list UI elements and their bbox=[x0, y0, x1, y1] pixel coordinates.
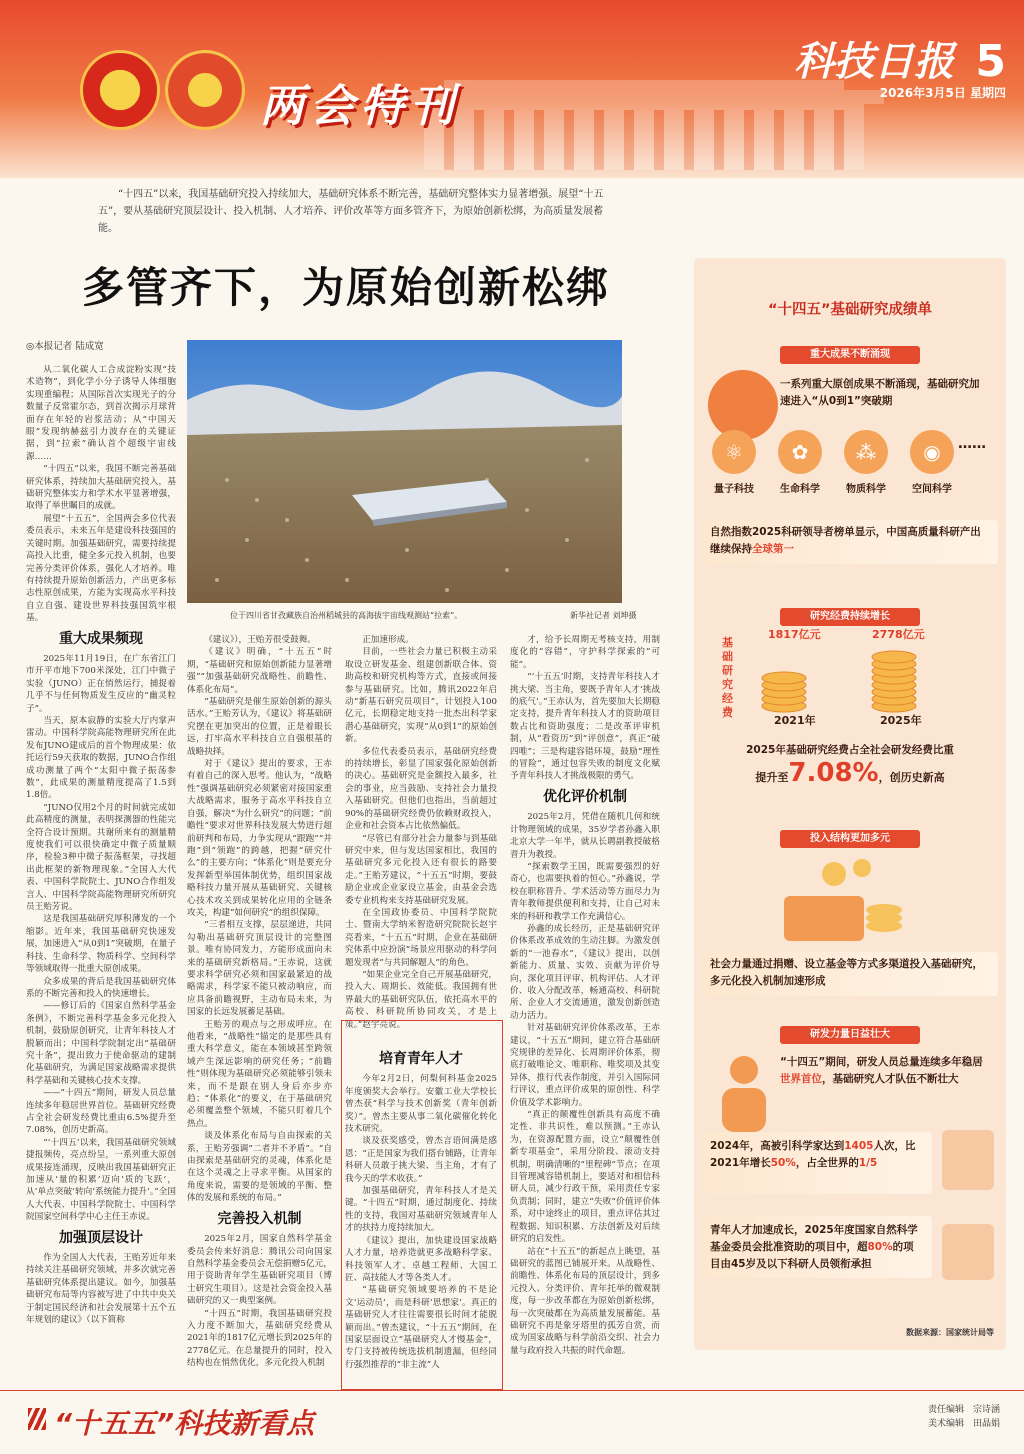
observatory-landscape-image bbox=[187, 340, 622, 603]
paragraph: 从二氧化碳人工合成淀粉实现“技术造物”，到化学小分子诱导人体细胞实现重编程；从国际首次实现光子的分数量子反常霍尔态，到首次揭示月球背面存在年轻的岩浆活动；从“中国天眼”发现纳赫兹引力波存在的关键证据，到“拉索”确认首个超级宇宙线源…… bbox=[26, 365, 176, 462]
paragraph: 2025年2月，国家自然科学基金委员会传来好消息：腾讯公司向国家自然科学基金委员会无偿捐赠5亿元，用于资助青年学生基础研究项目（博士研究生项目）。这是社会资金投入基础研究的又一典型案例。 bbox=[187, 1234, 332, 1307]
highly-cited-banner bbox=[702, 1132, 932, 1194]
youth-prefix: 青年人才加速成长，2025年度国家自然科学基金委员会批准资助的项目中，超 bbox=[710, 1224, 918, 1253]
field-label: 量子科技 bbox=[714, 484, 754, 495]
cited-prefix: 2024年，高被引科学家达到 bbox=[710, 1140, 845, 1152]
paragraph: “基础研究是催生原始创新的源头活水。”王贻芳认为，《建议》将基础研究摆在更加突出的位置，正是着眼长远，打牢高水平科技自立自强根基的战略抉择。 bbox=[187, 697, 332, 757]
molecule-icon: ⁂ bbox=[844, 430, 888, 474]
paragraph: 正加速形成。 bbox=[362, 635, 414, 645]
talent-text bbox=[780, 1054, 992, 1088]
section-heading: 加强顶层设计 bbox=[59, 1229, 143, 1246]
responsible-editor: 责任编辑 宗诗涵 bbox=[927, 1405, 1000, 1415]
paragraph: “尽管已有部分社会力量参与到基础研究中来，但与发达国家相比，我国的基础研究多元化投入还有很长的路要走。”王贻芳建议，“十五五”时期，要鼓励企业或企业家设立基金，由基金会选委专业机构来支持基础研究发展。 bbox=[345, 833, 497, 906]
nature-index-text: 自然指数2025科研领导者榜单显示，中国高质量科研产出继续保持 bbox=[710, 526, 981, 555]
paragraph: “JUNO仅用2个月的时间就完成如此高精度的测量，表明探测器的性能完全符合设计预期。共谢所来有的测量精度使我们可以很快确定中微子质量顺序，检验3种中微子振荡框架，寻找超出此框架的新物理现象。”全国人大代表、中国科学院院士、JUNO合作组发言人、中国科学院高能物理研究所研究员王贻芳说。 bbox=[26, 802, 176, 913]
paragraph: ——“十四五”期间，研发人员总量连续多年稳居世界首位。基础研究经费占全社会研发经费比重由6.5%提升至7.08%，创历史新高。 bbox=[26, 1088, 176, 1136]
fund-2021-year: 2021年 bbox=[774, 714, 816, 727]
stage-circle-icon bbox=[708, 370, 778, 440]
paragraph: “‘十五五’时期，支持青年科技人才挑大梁、当主角，要既予青年人才‘挑战的底气’。”王赤认为，首先要加大长期稳定支持，提升青年科技人才的资助项目数占比和资助强度；二是改革评审机制，从“看资历”到“评创意”，真正“破四唯”；三是构建容错环境，鼓励“理性的冒险”，通过包容失败的制度文化赋予青年科技人才挑战极限的勇气。 bbox=[510, 672, 660, 782]
youth-talent-box-frame bbox=[341, 1020, 503, 1390]
diversified-banner: 社会力量通过捐赠、设立基金等方式多渠道投入基础研究，多元化投入机制加速形成 bbox=[702, 952, 998, 996]
lhaaso-photo bbox=[187, 340, 622, 603]
issue-date: 2026年3月5日 星期四 bbox=[879, 86, 1006, 100]
donation-coins-icon bbox=[774, 856, 924, 946]
paragraph: “真正的颠覆性创新具有高度不确定性、非共识性，难以预测。”王赤认为，在资源配置方面，设立“颠覆性创新专项基金”，采用分阶段、滚动支持机制，明确清晰的“里程碑”节点；在项目管理减容错机制上，要适对和相信科研人员，减少行政干预，采用责任专家负责制；同时，建立“失败”价值评价体系，对中途终止的项目，重点评估其过程数据、知识积累、方法创新及对后续研究的启发性。 bbox=[510, 1110, 660, 1245]
fields-ellipsis: …… bbox=[958, 436, 986, 452]
paragraph: 目前，一些社会力量已积极主动采取设立研发基金、组建创新联合体、资助高校和研究机构等方式，直接或间接参与基础研究。比如，腾讯2022年启动“新基石研究员项目”，计划投入100亿元，长期稳定地支持一批杰出科学家潜心基础研究，实现“从0到1”的原始创新。 bbox=[345, 647, 497, 745]
paragraph: 站在“十五五”的新起点上眺望，基础研究的蓝图已铺展开来。从战略性、前瞻性、体系化布局的顶层设计，到多元投入、分类评价、青年托举的微观制度，每一步改革都在为原始创新松绑，每一次突破都在为高质量发展蓄能。基础研究不再是象牙塔里的孤芳自赏，而成为国家战略与科学前沿交织、社会力量与政府投入共振的时代命题。 bbox=[510, 1246, 660, 1356]
paragraph: 今年2月2日，何梨何科基金2025年度颁奖大会举行。安徽工业大学校长曾杰获“科学与技术创新奖（青年创新奖）”。曾杰主要从事二氧化碳催化转化技术研究。 bbox=[345, 1074, 497, 1135]
talent-prefix: “十四五”期间，研发人员总量连续多年稳居 bbox=[780, 1056, 983, 1068]
paragraph: 谈及获奖感受，曾杰言语间满是感恩：“正是国家为我们搭台铺路，让青年科研人员敢于挑大梁、当主角，才有了我今天的学术收获。” bbox=[345, 1136, 497, 1184]
talent-highlight: 世界首位 bbox=[780, 1073, 822, 1085]
article-column-4 bbox=[510, 634, 660, 1380]
article-headline: 多管齐下，为原始创新松绑 bbox=[82, 263, 611, 312]
field-label: 生命科学 bbox=[780, 484, 820, 495]
youth-suffix: 的项目由45岁及以下科研人员领衔承担 bbox=[710, 1241, 914, 1270]
section-pill-diversified: 投入结构更加多元 bbox=[780, 830, 920, 848]
young-scientists-icon bbox=[942, 1224, 994, 1280]
lead-paragraph: “十四五”以来，我国基础研究投入持续加大，基础研究体系不断完善，基础研究整体实力显著增强。展望“十五五”，要从基础研究顶层设计、投入机制、人才培养、评价改革等方面多管齐下，为原始创新松绑，为高质量发展蓄能。 bbox=[98, 189, 604, 234]
paragraph: 孙鑫的成长经历，正是基础研究评价体系改革成效的生动注脚。为激发创新的“一池春水”，《建议》提出，以创新能力、质量、实效、贡献为评价导向，深化项目评审、机构评估、人才评价、收入分配改革，畅通高校、科研院所、企业人才交流通道，激发创新创造动力活力。 bbox=[510, 923, 660, 1021]
paragraph: 展望“十五五”，全国两会多位代表委员表示，未来五年是建设科技强国的关键时期。加强基础研究，需要持续提高投入比重，健全多元投入机制，也要完善分类评价体系，强化人才培养。唯有持续提升原始创新活力，产出更多标志性原创成果，方能为实现高水平科技自立自强、建设世界科技强国筑牢根基。 bbox=[26, 513, 176, 624]
section-heading: 完善投入机制 bbox=[217, 1210, 302, 1227]
page-number: 5 bbox=[975, 36, 1006, 87]
paragraph: 《建议》），王贻芳很受鼓舞。 bbox=[204, 635, 316, 645]
paragraph: 加强基础研究，青年科技人才是关键。“十四五”时期，通过制度化、持续性的支持，我国对基础研究领域青年人才的扶持力度持续加大。 bbox=[345, 1186, 497, 1234]
paragraph: 针对基础研究评价体系改革，王赤建议，“十五五”期间，建立符合基础研究规律的差异化、长周期评价体系，彻底打破唯论文、唯职称、唯奖项及其变异体，推行代表作制度，并引入国际同行评议，重点评价成果的原创性、科学价值及学术影响力。 bbox=[510, 1023, 660, 1108]
infographic-title: “十四五”基础研究成绩单 bbox=[767, 302, 933, 318]
planet-icon: ◉ bbox=[910, 430, 954, 474]
paragraph: 在全国政协委员、中国科学院院士、暨南大学纳米智造研究院院长赵宇亮看来，“十五五”时期，企业在基础研究体系中应扮演“场景应用驱动的科学问题发现者”与共同解题人”的角色。 bbox=[345, 907, 497, 968]
coin-stack-2025 bbox=[872, 651, 916, 663]
photo-credit: 新华社记者 刘坤摄 bbox=[570, 611, 637, 620]
paragraph: 2025年11月19日，在广东省江门市开平市地下700米深处，江门中微子实验（JUNO）正在悄然运行，捕捉着几乎不与任何物质发生反应的“幽灵粒子”。 bbox=[26, 653, 176, 714]
atom-icon: ⚛ bbox=[712, 430, 756, 474]
paragraph: 这是我国基础研究厚积薄发的一个缩影。近年来，我国基础研究快速发展，加速进入“从0到1”突破期，在量子科技、生命科学、物质科学、空间科学等领域取得一批重大原创成果。 bbox=[26, 914, 176, 975]
paragraph: ——修订后的《国家自然科学基金条例》，不断完善科学基金多元化投入机制，鼓励原创研究，让青年科技人才脱颖而出；中国科学院制定出“基础研究十条”，提出致力于使命驱动的建制化基础研究，为满足国家战略需求提供科学基础和关键核心技术支撑。 bbox=[26, 1001, 176, 1086]
article-column-1 bbox=[26, 364, 176, 1374]
section-pill-achievements: 重大成果不断涌现 bbox=[780, 346, 920, 364]
youth-banner bbox=[702, 1216, 932, 1278]
article-column-2 bbox=[187, 634, 332, 1380]
paragraph: “十四五”时期，我国基础研究投入力度不断加大，基础研究经费从2021年的1817亿元增长到2025年的2778亿元。在总量提升的同时，投入结构也在悄然优化，多元化投入机制 bbox=[187, 1308, 332, 1369]
paragraph: 当天，原本寂静的实验大厅内掌声雷动。中国科学院高能物理研究所在此发布JUNO建成后的首个物理成果：依托运行59天获取的数据，JUNO合作组成功测量了两个“太阳中微子振荡参数”，此成果的测量精度提高了1.5到1.8倍。 bbox=[26, 715, 176, 801]
slash-decoration-icon bbox=[28, 1408, 46, 1430]
series-title: “十五五”科技新看点 bbox=[54, 1407, 315, 1440]
ratio-suffix: ，创历史新高 bbox=[878, 771, 945, 784]
cited-mid: 人次，比2021年增长 bbox=[710, 1140, 916, 1169]
cited-percent: 50% bbox=[770, 1157, 796, 1169]
art-editor: 美术编辑 田晶娟 bbox=[927, 1419, 1000, 1429]
paragraph: “如果企业完全自己开展基础研究，投入大、周期长、效能低。我国拥有世界最大的基础研究队伍，依托高水平的高校、科研院所协同攻关，才是上策。”赵宇亮说。 bbox=[345, 969, 497, 1030]
ratio-value: 7.08% bbox=[788, 758, 879, 788]
section-heading: 优化评价机制 bbox=[543, 788, 627, 805]
national-emblem-icon bbox=[80, 50, 160, 130]
researchers-icon bbox=[704, 1048, 784, 1138]
paragraph: “十四五”以来，我国不断完善基础研究体系，持续加大基础研究投入，基础研究整体实力和学术水平显著增强，取得了举世瞩目的成就。 bbox=[26, 464, 176, 512]
page-header bbox=[0, 0, 1024, 178]
paragraph: 作为全国人大代表，王贻芳近年来持续关注基础研究领域，并多次就完善基础研究体系提出建议。如今，加强基础研究布局等内容被写进了中共中央关于制定国民经济和社会发展第十五个五年规划的建议》（以下简称 bbox=[26, 1253, 176, 1326]
globe-icon bbox=[942, 1130, 994, 1190]
cited-suffix: ，占全世界的 bbox=[795, 1157, 859, 1169]
paragraph: “基础研究领域要培养的不是论文‘运动员’，而是科研‘思想家’。真正的基础研究人才往往需要很长时间才能脱颖而出。”曾杰建议，“十五五”期间，在国家层面设立“基础研究人才慢基金”，专门支持被传统选拔机制遗漏，但经同行强烈推荐的“非主流”人 bbox=[345, 1285, 497, 1370]
paragraph: 《建议》明确，“十五五”时期，“基础研究和原始创新能力显著增强”“加强基础研究战略性、前瞻性、体系化布局”。 bbox=[187, 647, 332, 695]
field-label: 物质科学 bbox=[846, 484, 886, 495]
data-source: 数据来源：国家统计局等 bbox=[906, 1328, 994, 1337]
fund-2025-year: 2025年 bbox=[880, 714, 922, 727]
footer-divider bbox=[0, 1390, 1024, 1391]
special-issue-title: 两会特刊 bbox=[260, 81, 460, 132]
photo-caption: 位于四川省甘孜藏族自治州稻城县的高海拔宇宙线观测站“拉索”。 bbox=[230, 611, 463, 620]
editor-credits bbox=[928, 1403, 1000, 1431]
byline: ◎本报记者 陆成宽 bbox=[26, 341, 104, 352]
section-pill-talent: 研发力量日益壮大 bbox=[780, 1026, 920, 1044]
funding-vertical-label: 基础研究经费 bbox=[722, 636, 733, 719]
section-pill-funding: 研究经费持续增长 bbox=[780, 608, 920, 626]
paragraph: “探索数学王国，既需要强烈的好奇心，也需要执着的恒心。”孙鑫说，学校在职称晋升、学术活动等方面尽力为青年教师提供便利和支持，让自己对未来的科研和教学工作充满信心。 bbox=[510, 861, 660, 922]
paragraph: “三者相互支撑，层层递进，共同勾勒出基础研究顶层设计的完整图景。唯有协同发力，方能形成面向未来的基础研究新格局。”王赤说，这就要求科学研究必须和国家最紧迫的战略需求，科学家不能只被动响应，而应具备前瞻视野，主动布局未来，为国家的长远发展蓄足基础。 bbox=[187, 920, 332, 1018]
stage-text: 一系列重大原创成果不断涌现，基础研究加速进入“从0到1”突破期 bbox=[780, 378, 980, 407]
dna-icon: ✿ bbox=[778, 430, 822, 474]
paragraph: 2025年2月，凭借在随机几何和统计物理领域的成果，35岁学者孙鑫入职北京大学一年半，就从长聘副教授破格晋升为教授。 bbox=[510, 812, 660, 860]
talent-suffix: ，基础研究人才队伍不断壮大 bbox=[822, 1073, 959, 1085]
ratio-text: 2025年基础研究经费占全社会研发经费比重 bbox=[746, 744, 954, 756]
paragraph: “‘十四五’以来，我国基础研究领域捷报频传，亮点纷呈，一系列重大原创成果接连涌现，反映出我国基础研究正加速从‘量的积累’迈向‘质的飞跃’，从‘单点突破’转向‘系统能力提升’。”全国人大代表、中国科学院院士、中国科学院国家空间科学中心主任王赤说。 bbox=[26, 1137, 176, 1223]
paragraph: 对于《建议》提出的要求，王赤有着自己的深入思考。他认为，“战略性”强调基础研究必须紧密对接国家重大战略需求，服务于高水平科技自立自强，解决“为什么研究”的问题；“前瞻性”要求对世界科技发展大势进行超前研判和布局，力争实现从“跟跑”“并跑”到“领跑”的跨越，把握“研究什么”的主要方向；“体系化”则是要充分发挥新型举国体制优势，组织国家战略科技力量开展从基础研究、关键核心技术攻关到成果转化应用的全链条攻关，构建“如何研究”的组织保障。 bbox=[187, 759, 332, 918]
cited-number: 1405 bbox=[844, 1140, 874, 1152]
fund-2025-value: 2778亿元 bbox=[872, 628, 925, 641]
youth-percent: 80% bbox=[867, 1241, 893, 1253]
field-label: 空间科学 bbox=[912, 484, 952, 495]
fund-2021-value: 1817亿元 bbox=[768, 628, 821, 641]
nature-index-highlight: 全球第一 bbox=[752, 543, 794, 555]
nature-index-banner bbox=[702, 520, 998, 564]
paragraph: 《建议》提出，加快建设国家战略人才力量，培养造就更多战略科学家、科技领军人才、卓越工程师、大国工匠、高技能人才等各类人才。 bbox=[345, 1235, 497, 1283]
paragraph: 多位代表委员表示，基础研究经费的持续增长，彰显了国家强化原始创新的决心。基础研究是金额投入最多，社会的事业，应当鼓励、支持社会力量投入基础研究。但他们也指出，当前超过90%的基础研究经费仍依赖财政投入，企业和社会资本占比依然偏低。 bbox=[345, 746, 497, 832]
paragraph: 才，给予长周期无考核支持，用制度化的“容错”，守护科学探索的“可能”。 bbox=[510, 635, 660, 670]
section-heading: 培育青年人才 bbox=[379, 1051, 463, 1067]
coin-stack-2021 bbox=[762, 672, 806, 684]
paragraph: 王贻芳的观点与之形成呼应。在他看来，“战略性”锚定的是那些具有重大科学意义，能在本领域甚至跨领域产生深远影响的研究任务；“前瞻性”则体现为基础研究必须能够引领未来，而不是跟在别人身后亦步亦趋；“体系化”的要义，在于基础研究必须覆盖整个领域，不能只盯着几个热点。 bbox=[187, 1019, 332, 1129]
newspaper-masthead: 科技日报 bbox=[794, 38, 954, 85]
cppcc-emblem-icon bbox=[165, 50, 245, 130]
section-heading: 重大成果频现 bbox=[59, 630, 143, 647]
paragraph: 谈及体系化布局与自由探索的关系，王贻芳强调“二者并不矛盾”。“自由探索是基础研究的灵魂，体系化是在这个灵魂之上寻求平衡。从国家的角度来说，需要的是领域的平衡、整体的发展和系统的布局。” bbox=[187, 1131, 332, 1204]
ratio-prefix: 提升至 bbox=[755, 771, 789, 784]
ratio-line bbox=[694, 758, 1006, 788]
paragraph: 众多成果的背后是我国基础研究体系的不断完善和投入的快速增长。 bbox=[26, 976, 176, 999]
infographic-panel bbox=[694, 258, 1006, 1350]
cited-fraction: 1/5 bbox=[858, 1157, 878, 1169]
